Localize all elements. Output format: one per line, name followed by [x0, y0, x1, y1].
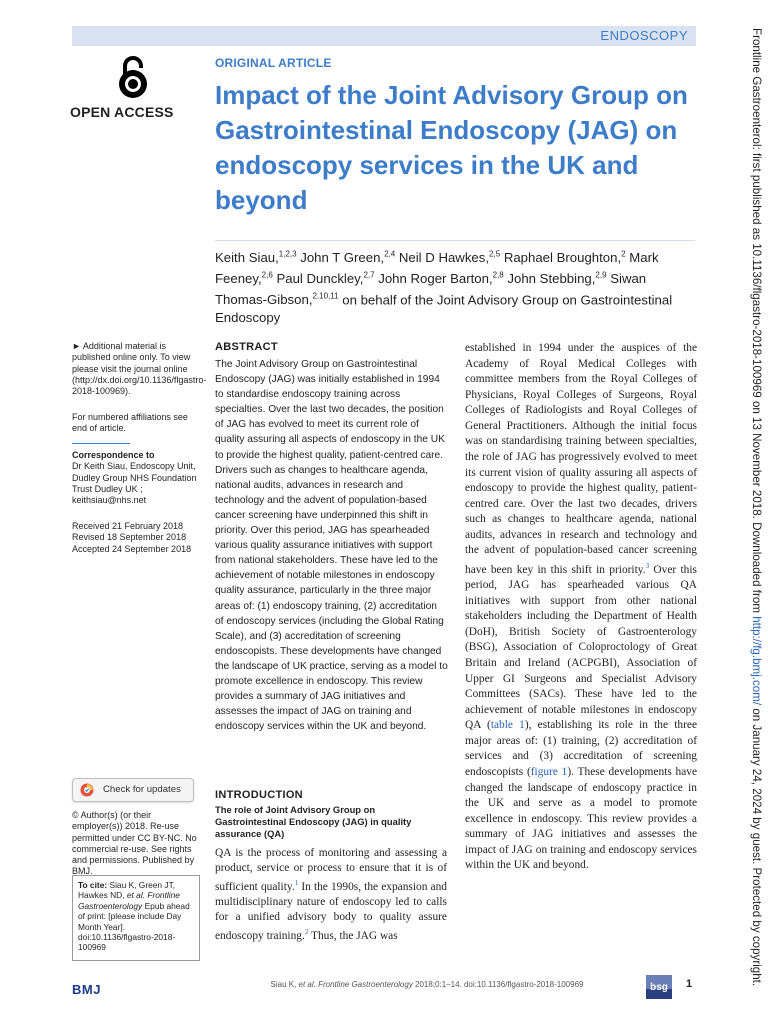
title-divider: [215, 240, 695, 241]
check-for-updates-button[interactable]: [72, 778, 194, 802]
footer-citation-pre: Siau K,: [270, 980, 299, 989]
correspondence-block: [72, 450, 200, 506]
intro-text-2: In the 1990s, the expansion and multidisciplinary nature of endoscopy led to calls for a unified advisory body to quality assure endoscopy training.: [215, 880, 447, 943]
author-name: John Roger Barton,: [378, 271, 493, 287]
side-note-link[interactable]: http://fg.bmj.com/: [750, 616, 763, 706]
article-title: Impact of the Joint Advisory Group on Gastrointestinal Endoscopy (JAG) on endoscopy services in the UK and beyond: [215, 80, 688, 215]
to-cite-label: To cite:: [78, 880, 108, 890]
author-affiliation[interactable]: 2,5: [489, 250, 501, 259]
ref-3-link[interactable]: 3: [645, 561, 650, 570]
footer-citation: [222, 980, 632, 989]
author-name: John T Green,: [300, 250, 385, 266]
page-number: 1: [686, 978, 693, 990]
author-name: John Stebbing,: [507, 271, 596, 287]
open-access-label: OPEN ACCESS: [70, 104, 174, 120]
correspondence-body: Dr Keith Siau, Endoscopy Unit, Dudley Group NHS Foundation Trust Dudley UK ; keithsiau@nhs.net: [72, 461, 197, 506]
abstract-heading: ABSTRACT: [215, 341, 278, 353]
author-name: Raphael Broughton,: [503, 250, 622, 266]
affiliations-note: For numbered affiliations see end of article.: [72, 412, 188, 434]
author-name: Siwan Thomas-Gibson,: [215, 271, 647, 308]
received-date: Received 21 February 2018: [72, 521, 184, 531]
additional-material-note: ► Additional material is published online only. To view please visit the journal online (http://dx.doi.org/10.1136/flgastro-2018-100969).: [72, 341, 207, 397]
author-name: Mark Feeney,: [215, 250, 659, 287]
bsg-logo-text: bsg: [650, 982, 668, 993]
footer-citation-post: 2018;0:1–14. doi:10.1136/flgastro-2018-100969: [412, 980, 584, 989]
author-affiliation[interactable]: 2,7: [363, 270, 375, 280]
to-cite-post: Epub ahead of print: [please include Day Month Year]. doi:10.1136/flgastro-2018-100969: [78, 900, 190, 953]
right-text-2: Over this period, JAG has spearheaded various QA initiatives with support from other national stakeholders including the Department of Health (DoH), British Society of Gastroenterology (BSG), Association of Coloproctology of Great Britain and Ireland (ACPGBI), Association of Upper GI Surgeons and Specialist Advisory Committees (SACs). These have led to the achievement of notable milestones in endoscopy QA (: [465, 563, 697, 732]
author-affiliation[interactable]: 2,4: [384, 250, 396, 259]
open-access-lock-icon: [111, 54, 155, 100]
right-text-1: established in 1994 under the auspices of the Academy of Royal Medical Colleges with committee members from the Royal Colleges of Physicians, Royal Colleges of Surgeons, Royal Colleges of Radiologists and Royal Colleges of General Practitioners. Although the initial focus was on standardising training between specialties, the role of JAG has progressively evolved to meet its current vision of quality assuring all aspects of endoscopy to provide the highest quality, patient-centred care. Over the last two decades, drivers such as changes to healthcare agenda, national audits, advances in research and technology and the advent of population-based cancer screening have been key in this shift in priority.: [465, 342, 697, 576]
footer-citation-italic: et al. Frontline Gastroenterology: [298, 980, 413, 989]
introduction-subheading: The role of Joint Advisory Group on Gastrointestinal Endoscopy (JAG) in quality assurance (QA): [215, 804, 412, 839]
author-name: Neil D Hawkes,: [398, 250, 490, 266]
article-dates: [72, 521, 200, 555]
author-affiliation[interactable]: 2: [621, 250, 626, 259]
right-text-4: ). These developments have changed the landscape of endoscopy practice in the UK and serve as a model to promote excellence in endoscopy. This review provides a summary of JAG initiatives and assesses the impact of JAG on training and endoscopy services within the UK and beyond.: [465, 765, 697, 872]
section-label: ENDOSCOPY: [600, 28, 688, 43]
check-for-updates-label: Check for updates: [103, 784, 181, 795]
author-name: Paul Dunckley,: [276, 271, 364, 287]
author-affiliation[interactable]: 2,8: [492, 270, 504, 280]
author-affiliation[interactable]: 1,2,3: [278, 250, 297, 259]
side-download-note: [744, 0, 768, 1024]
ref-2-link[interactable]: 2: [304, 928, 309, 937]
intro-text-3: Thus, the JAG was: [308, 930, 398, 943]
abstract-text: The Joint Advisory Group on Gastrointestinal Endoscopy (JAG) was initially established in 1994 to standardise endoscopy training across specialties. Over the last two decades, the position of JAG has evolved to meet its current role of quality assuring all aspects of endoscopy in the UK to provide the highest quality, patient-centred care. Drivers such as changes to healthcare agenda, national audits, advances in research and technology and the advent of population-based cancer screening have underpinned this shift in priority. Over this period, JAG has spearheaded various quality assurance initiatives with support from national stakeholders. These have led to the achievement of notable milestones in endoscopy quality assurance, particularly in the three major areas of: (1) endoscopy training, (2) accreditation of endoscopy services (including the Global Rating Scale), and (3) accreditation of screening endoscopists. These developments have changed the landscape of UK practice, serving as a model to promote excellence in endoscopy. This review provides a summary of JAG initiatives and assesses the impact of JAG on training and endoscopy services within the UK and beyond.: [215, 359, 448, 733]
revised-date: Revised 18 September 2018: [72, 532, 187, 543]
bmj-logo: BMJ: [72, 982, 101, 997]
correspondence-heading: Correspondence to: [72, 450, 155, 460]
crossmark-icon: [80, 783, 94, 797]
author-name: Keith Siau,: [215, 250, 279, 266]
accepted-date: Accepted 24 September 2018: [72, 543, 192, 554]
intro-text-1: QA is the process of monitoring and assessing a product, service or process to ensure that it is of sufficient quality.: [215, 847, 447, 893]
article-type: ORIGINAL ARTICLE: [215, 56, 332, 70]
figure-1-link[interactable]: figure 1: [530, 765, 568, 778]
copyright-note: © Author(s) (or their employer(s)) 2018. Re-use permitted under CC BY-NC. No commercial re-use. See rights and permissions. Published by BMJ.: [72, 810, 197, 877]
to-cite-pre: Siau K, Green JT, Hawkes ND,: [78, 880, 176, 901]
side-note-suffix: on January 24, 2024 by guest. Protected by copyright.: [750, 705, 763, 987]
author-list: [215, 246, 697, 327]
right-column-text: [465, 341, 697, 874]
table-1-link[interactable]: table 1: [490, 719, 525, 732]
introduction-heading: INTRODUCTION: [215, 789, 303, 801]
left-divider: [72, 443, 130, 444]
author-affiliation[interactable]: 2,10,11: [312, 291, 339, 301]
right-text-3: ), establishing its role in the three major areas of: (1) training, (2) accreditation of services and (3) accreditation of screening endoscopists (: [465, 719, 697, 778]
to-cite-box: [72, 875, 200, 961]
to-cite-italic: et al. Frontline Gastroenterology: [78, 890, 180, 911]
authors-tail: on behalf of the Joint Advisory Group on Gastrointestinal Endoscopy: [215, 292, 673, 325]
introduction-paragraph: [215, 846, 447, 944]
ref-1-link[interactable]: 1: [294, 879, 299, 888]
author-affiliation[interactable]: 2,9: [595, 270, 607, 280]
section-header-bar: [72, 26, 696, 46]
side-note-prefix: Frontline Gastroenterol: first published as 10.1136/flgastro-2018-100969 on 13 November 2018. Downloaded from: [750, 28, 763, 617]
author-affiliation[interactable]: 2,6: [261, 270, 273, 280]
bsg-logo-icon: [646, 975, 672, 999]
